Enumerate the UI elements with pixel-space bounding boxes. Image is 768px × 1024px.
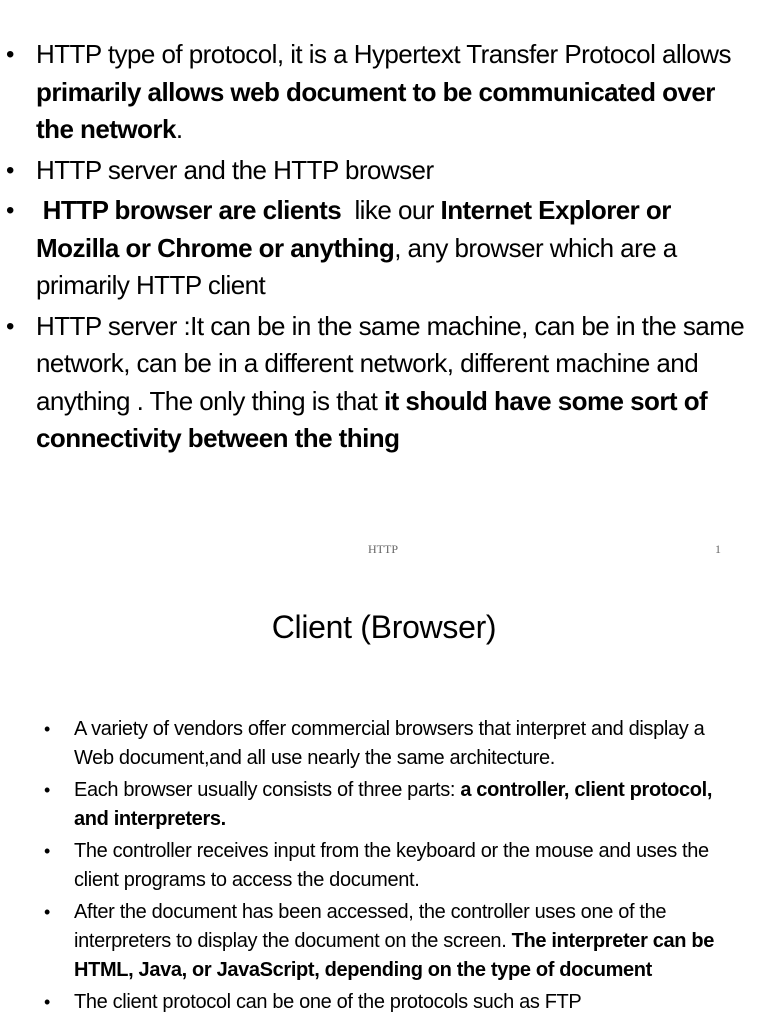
bullet-item <box>0 192 768 305</box>
bullet-item <box>0 36 768 149</box>
bullet-text: The controller receives input from the keyboard or the mouse and uses the client programs to access the document. <box>74 840 709 891</box>
bullet-text-bold: primarily allows web document to be communicated over the network <box>36 76 715 144</box>
bullet-text-bold: Internet Explorer or Mozilla or Chrome or anything <box>36 195 671 263</box>
bullet-item <box>0 898 768 985</box>
bullet-text: Each browser usually consists of three parts: <box>74 779 461 801</box>
bullet-dot-icon: • <box>44 719 50 739</box>
bullet-text: The client protocol can be one of the protocols such as FTP <box>74 991 582 1013</box>
bullet-item <box>0 776 768 834</box>
bullet-text: like our <box>347 195 441 225</box>
bullet-text: HTTP server :It can be in the same machine, can be in the same network, can be in a different network, different machine and anything . The only thing is that <box>36 310 745 416</box>
slide-page-number: 1 <box>715 542 721 556</box>
slide-2-bullet-list <box>0 715 768 1020</box>
bullet-text-bold: a controller, client protocol, and interpreters. <box>74 779 713 830</box>
bullet-dot-icon: • <box>6 41 14 68</box>
bullet-text-bold: it should have some sort of connectivity between the thing <box>36 385 708 453</box>
bullet-item <box>0 308 768 458</box>
bullet-text-bold: The interpreter can be HTML, Java, or JavaScript, depending on the type of document <box>74 930 714 981</box>
bullet-text: HTTP server and the HTTP browser <box>36 154 434 185</box>
slide-title: Client (Browser) <box>271 609 497 645</box>
bullet-item <box>0 715 768 773</box>
bullet-dot-icon: • <box>6 197 14 224</box>
bullet-item <box>0 152 768 190</box>
bullet-text: After the document has been accessed, the controller uses one of the interpreters to display the document on the screen. <box>74 901 667 952</box>
bullet-item <box>0 988 768 1017</box>
bullet-text: A variety of vendors offer commercial browsers that interpret and display a Web document,and all use nearly the same architecture. <box>74 718 705 769</box>
bullet-item <box>0 837 768 895</box>
bullet-text: . <box>175 114 183 144</box>
bullet-dot-icon: • <box>6 156 14 184</box>
bullet-dot-icon: • <box>44 902 50 922</box>
bullet-dot-icon: • <box>6 312 14 340</box>
slide-footer-label: HTTP <box>368 542 398 556</box>
bullet-text: , any browser which are a primarily HTTP client <box>36 232 677 300</box>
slide-2 <box>0 580 768 1024</box>
bullet-dot-icon: • <box>44 780 50 800</box>
slide-1-bullet-list <box>0 36 768 461</box>
bullet-dot-icon: • <box>44 841 50 861</box>
bullet-dot-icon: • <box>44 992 50 1012</box>
bullet-text-bold: HTTP browser are clients <box>36 195 348 225</box>
bullet-text: HTTP type of protocol, it is a Hypertext Transfer Protocol allows <box>36 39 731 69</box>
